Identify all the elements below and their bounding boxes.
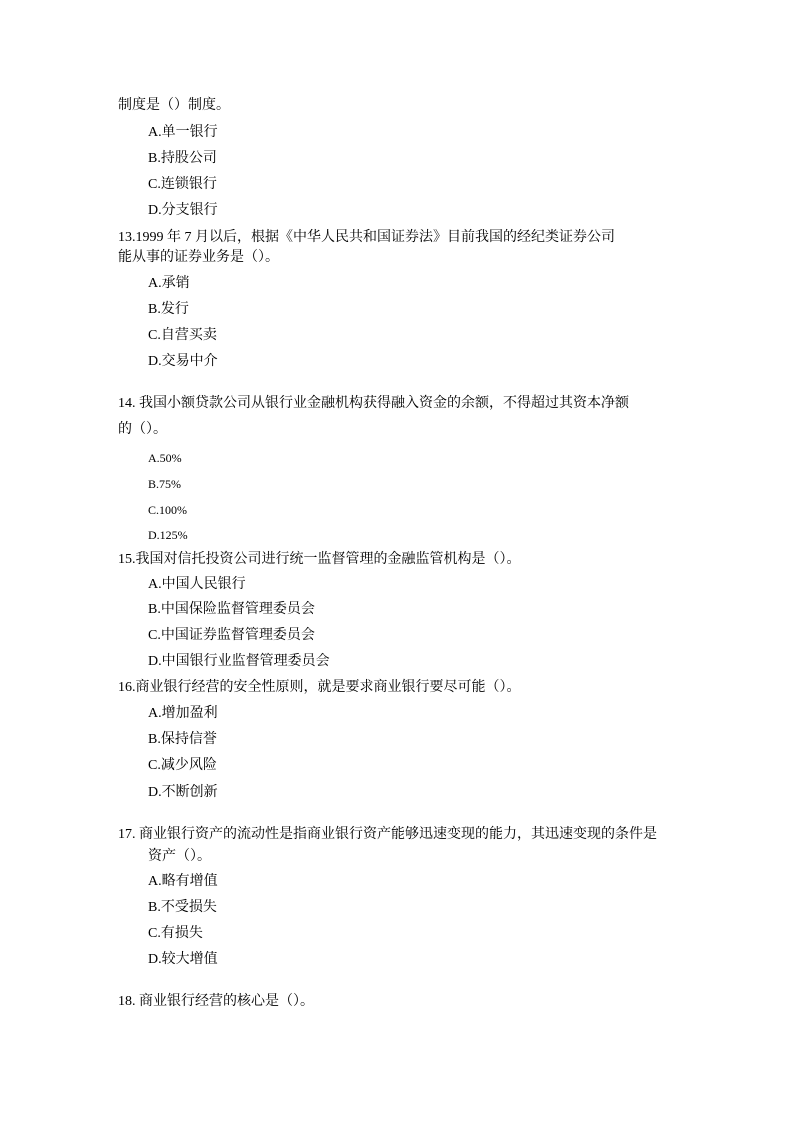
option-b: B.不受损失 — [148, 900, 217, 915]
question-text-cont: 资产（）。 — [148, 849, 211, 864]
option-d: D.分支银行 — [148, 203, 218, 218]
option-a: A.中国人民银行 — [148, 577, 246, 592]
option-d: D.交易中介 — [148, 354, 218, 369]
option-b: B.发行 — [148, 302, 189, 317]
question-text: 14. 我国小额贷款公司从银行业金融机构获得融入资金的余额，不得超过其资本净额 — [118, 396, 629, 411]
option-b: B.中国保险监督管理委员会 — [148, 602, 315, 617]
option-d: D.较大增值 — [148, 952, 218, 967]
question-text: 13.1999 年 7 月以后，根据《中华人民共和国证券法》目前我国的经纪类证券公司 — [118, 230, 615, 245]
option-b: B.75% — [148, 477, 181, 491]
question-text: 17. 商业银行资产的流动性是指商业银行资产能够迅速变现的能力，其迅速变现的条件是 — [118, 827, 657, 842]
option-c: C.减少风险 — [148, 758, 217, 773]
question-text: 18. 商业银行经营的核心是（）。 — [118, 994, 314, 1009]
option-d: D.125% — [148, 528, 188, 542]
option-a: A.略有增值 — [148, 874, 218, 889]
option-a: A.50% — [148, 451, 182, 465]
option-c: C.自营买卖 — [148, 328, 217, 343]
option-c: C.有损失 — [148, 926, 203, 941]
option-c: C.100% — [148, 503, 187, 517]
question-text-cont: 的（）。 — [118, 422, 167, 437]
question-text-cont: 能从事的证券业务是（）。 — [118, 250, 279, 265]
option-c: C.中国证券监督管理委员会 — [148, 628, 315, 643]
option-a: A.单一银行 — [148, 125, 218, 140]
question-text: 制度是（）制度。 — [118, 98, 230, 113]
option-a: A.承销 — [148, 276, 190, 291]
option-d: D.中国银行业监督管理委员会 — [148, 654, 330, 669]
option-c: C.连锁银行 — [148, 177, 217, 192]
question-text: 16.商业银行经营的安全性原则，就是要求商业银行要尽可能（）。 — [118, 680, 521, 695]
option-b: B.持股公司 — [148, 151, 217, 166]
option-b: B.保持信誉 — [148, 732, 217, 747]
question-text: 15.我国对信托投资公司进行统一监督管理的金融监管机构是（）。 — [118, 552, 521, 567]
option-a: A.增加盈利 — [148, 706, 218, 721]
option-d: D.不断创新 — [148, 785, 218, 800]
